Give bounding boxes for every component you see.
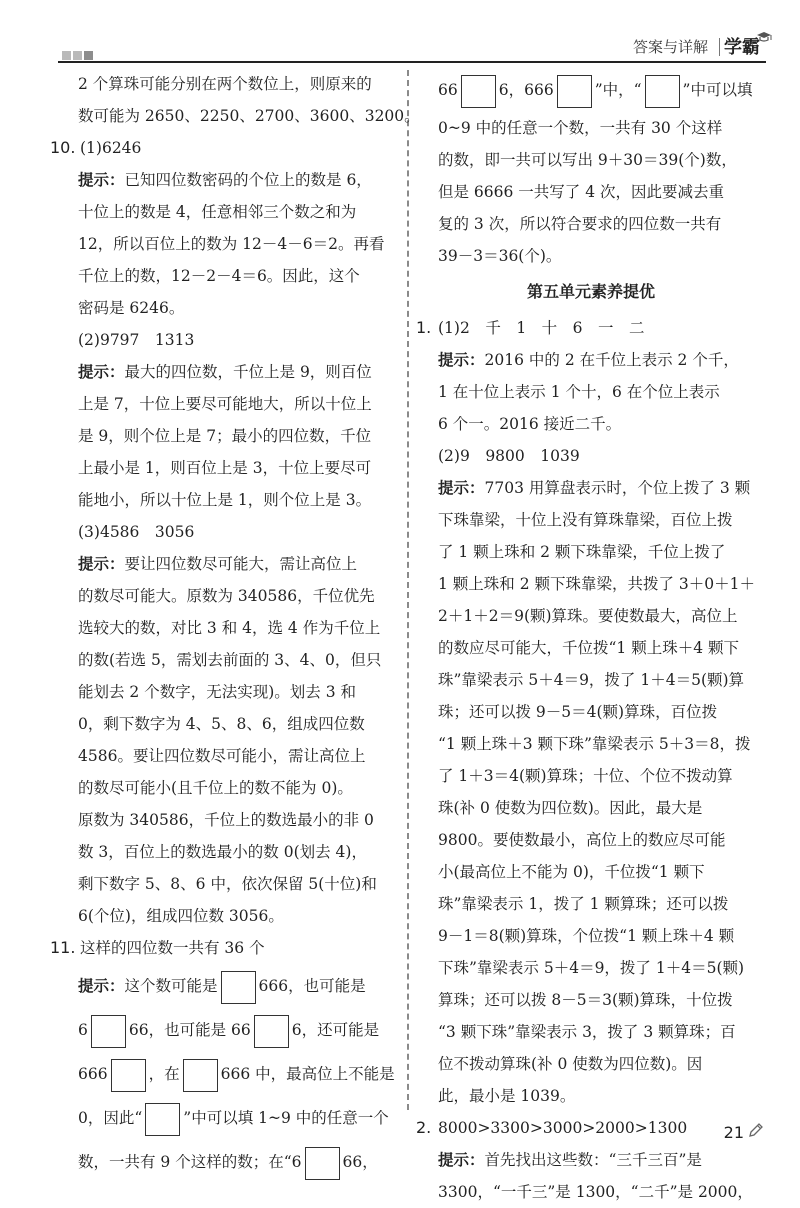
text-line: 39－3＝36(个)。 — [438, 247, 562, 265]
text-line: 提示：首先找出这些数：“三千三百”是 — [438, 1151, 702, 1169]
text-line: 小(最高位上不能为 0)，千位拨“1 颗下 — [438, 863, 705, 881]
text-line: 数可能为 2650、2250、2700、3600、3200。 — [78, 107, 420, 125]
blank-box — [254, 1015, 289, 1048]
text-line: 1 在十位上表示 1 个十，6 在个位上表示 — [438, 383, 720, 401]
pencil-icon — [748, 1122, 764, 1142]
blank-box — [91, 1015, 126, 1048]
text-line: 下珠靠梁，十位上没有算珠靠梁，百位上拨 — [438, 511, 733, 529]
hint-label: 提示： — [78, 555, 125, 573]
text-line: 珠”靠梁表示 5＋4＝9，拨了 1＋4＝5(颗)算 — [438, 671, 745, 689]
text-line: 6 个一。2016 接近二千。 — [438, 415, 622, 433]
text-line: 剩下数字 5、8、6 中，依次保留 5(十位)和 — [78, 875, 377, 893]
column-divider — [407, 70, 409, 1110]
text-line: 能划去 2 个数字，无法实现)。划去 3 和 — [78, 683, 356, 701]
hint-label: 提示： — [78, 363, 125, 381]
hint-label: 提示： — [438, 1151, 485, 1169]
text-line: 但是 6666 一共写了 4 次，因此要减去重 — [438, 183, 725, 201]
text-line: 了 1 颗上珠和 2 颗下珠靠梁，千位上拨了 — [438, 543, 726, 561]
text-line: 是 9，则个位上是 7；最小的四位数，千位 — [78, 427, 372, 445]
page-header — [0, 0, 800, 62]
text-line: 9800。要使数最小，高位上的数应尽可能 — [438, 831, 726, 849]
answer: (1)2 千 1 十 6 一 二 — [438, 319, 645, 337]
text-line: 2 个算珠可能分别在两个数位上，则原来的 — [78, 75, 372, 93]
answer: (2)9797 1313 — [78, 331, 195, 349]
text-line: 提示：2016 中的 2 在千位上表示 2 个千， — [438, 351, 739, 369]
text-line: 12，所以百位上的数为 12－4－6＝2。再看 — [78, 235, 385, 253]
text-line: 能地小，所以十位上是 1，则个位上是 3。 — [78, 491, 372, 509]
text-line: 0~9 中的任意一个数，一共有 30 个这样 — [438, 119, 723, 137]
blank-box — [111, 1059, 146, 1092]
question-1 — [416, 312, 766, 344]
text-line: 66 6，666 ”中，“ ”中可以填 — [416, 68, 766, 112]
text-line: 珠(补 0 使数为四位数)。因此，最大是 — [438, 799, 703, 817]
blank-box — [145, 1103, 180, 1136]
answer: 这样的四位数一共有 36 个 — [80, 939, 265, 957]
answer: (3)4586 3056 — [78, 523, 195, 541]
text-line: 下珠”靠梁表示 5＋4＝9，拨了 1＋4＝5(颗) — [438, 959, 745, 977]
text-line: 的数，即一共可以写出 9＋30＝39(个)数， — [438, 151, 737, 169]
question-number: 1. — [416, 318, 432, 337]
hint-label: 提示： — [78, 171, 125, 189]
text-line: 千位上的数，12－2－4＝6。因此，这个 — [78, 267, 360, 285]
text-line: 十位上的数是 4，任意相邻三个数之和为 — [78, 203, 357, 221]
text-line: 的数尽可能小(且千位上的数不能为 0)。 — [78, 779, 353, 797]
question-number: 2. — [416, 1118, 432, 1137]
text-line: 提示：这个数可能是 666，也可能是 — [56, 964, 399, 1008]
text-line: 此，最小是 1039。 — [438, 1087, 576, 1105]
text-line: 了 1＋3＝4(颗)算珠；十位、个位不拨动算 — [438, 767, 733, 785]
text-line: 提示：7703 用算盘表示时，个位上拨了 3 颗 — [438, 479, 751, 497]
text-line: 的数尽可能大。原数为 340586，千位优先 — [78, 587, 375, 605]
text-line: 2＋1＋2＝9(颗)算珠。要使数最大，高位上 — [438, 607, 738, 625]
right-column — [416, 68, 766, 1208]
text-line: 4586。要让四位数尽可能小，需让高位上 — [78, 747, 366, 765]
hint-label: 提示： — [78, 977, 125, 995]
text-line: 6(个位)，组成四位数 3056。 — [78, 907, 284, 925]
text-line: 密码是 6246。 — [78, 299, 185, 317]
answer: (2)9 9800 1039 — [438, 447, 580, 465]
text-line: 上最小是 1，则百位上是 3，十位上要尽可 — [78, 459, 372, 477]
text-line: “1 颗上珠＋3 颗下珠”靠梁表示 5＋3＝8，拨 — [438, 735, 751, 753]
header-title: 答案与详解 — [632, 38, 708, 56]
blank-box — [645, 75, 680, 108]
hint-label: 提示： — [438, 351, 485, 369]
question-number: 11. — [50, 938, 76, 957]
left-column — [50, 68, 420, 1184]
brand-logo: 学霸 — [724, 37, 760, 58]
question-number: 10. — [50, 138, 76, 157]
text-line: “3 颗下珠”靠梁表示 3，拨了 3 颗算珠；百 — [438, 1023, 736, 1041]
question-10 — [50, 132, 399, 164]
text-line: 9－1＝8(颗)算珠，个位拨“1 颗上珠＋4 颗 — [438, 927, 735, 945]
text-line: 选较大的数，对比 3 和 4，选 4 作为千位上 — [78, 619, 381, 637]
page-number: 21 — [723, 1123, 744, 1142]
question-2 — [416, 1112, 766, 1144]
blank-box — [557, 75, 592, 108]
text-line: 提示：已知四位数密码的个位上的数是 6， — [78, 171, 372, 189]
text-line: 数，一共有 9 个这样的数；在“6 66， — [56, 1140, 399, 1184]
header-separator — [719, 38, 720, 56]
text-line: 原数为 340586，千位上的数选最小的非 0 — [78, 811, 374, 829]
text-line: 0，剩下数字为 4、5、8、6，组成四位数 — [78, 715, 365, 733]
text-line: 1 颗上珠和 2 颗下珠靠梁，共拨了 3＋0＋1＋ — [438, 575, 756, 593]
section-title: 第五单元素养提优 — [526, 282, 655, 301]
answer: 8000>3300>3000>2000>1300 — [438, 1119, 688, 1137]
text-line: 的数(若选 5，需划去前面的 3、4、0，但只 — [78, 651, 382, 669]
text-line: 数 3，百位上的数选最小的数 0(划去 4)， — [78, 843, 367, 861]
blank-box — [461, 75, 496, 108]
text-line: 的数应尽可能大，千位拨“1 颗上珠＋4 颗下 — [438, 639, 740, 657]
text-line: 珠；还可以拨 9－5＝4(颗)算珠，百位拨 — [438, 703, 718, 721]
blank-box — [305, 1147, 340, 1180]
text-line: 上是 7，十位上要尽可能地大，所以十位上 — [78, 395, 372, 413]
header-rule — [58, 61, 766, 63]
text-line: 算珠；还可以拨 8－5＝3(颗)算珠，十位拨 — [438, 991, 733, 1009]
blank-box — [221, 971, 256, 1004]
hint-label: 提示： — [438, 479, 485, 497]
answer: (1)6246 — [80, 139, 142, 157]
graduation-cap-icon — [756, 30, 772, 48]
text-line: 3300，“一千三”是 1300，“二千”是 2000， — [438, 1183, 753, 1201]
text-line: 提示：要让四位数尽可能大，需让高位上 — [78, 555, 358, 573]
text-line: 位不拨动算珠(补 0 使数为四位数)。因 — [438, 1055, 703, 1073]
text-line: 6 66，也可能是 66 6，还可能是 — [56, 1008, 399, 1052]
text-line: 0，因此“ ”中可以填 1~9 中的任意一个 — [56, 1096, 399, 1140]
text-line: 复的 3 次，所以符合要求的四位数一共有 — [438, 215, 722, 233]
blank-box — [183, 1059, 218, 1092]
text-line: 提示：最大的四位数，千位上是 9，则百位 — [78, 363, 372, 381]
text-line: 666 ，在 666 中，最高位上不能是 — [56, 1052, 399, 1096]
question-11 — [50, 932, 399, 964]
text-line: 珠”靠梁表示 1，拨了 1 颗算珠；还可以拨 — [438, 895, 729, 913]
